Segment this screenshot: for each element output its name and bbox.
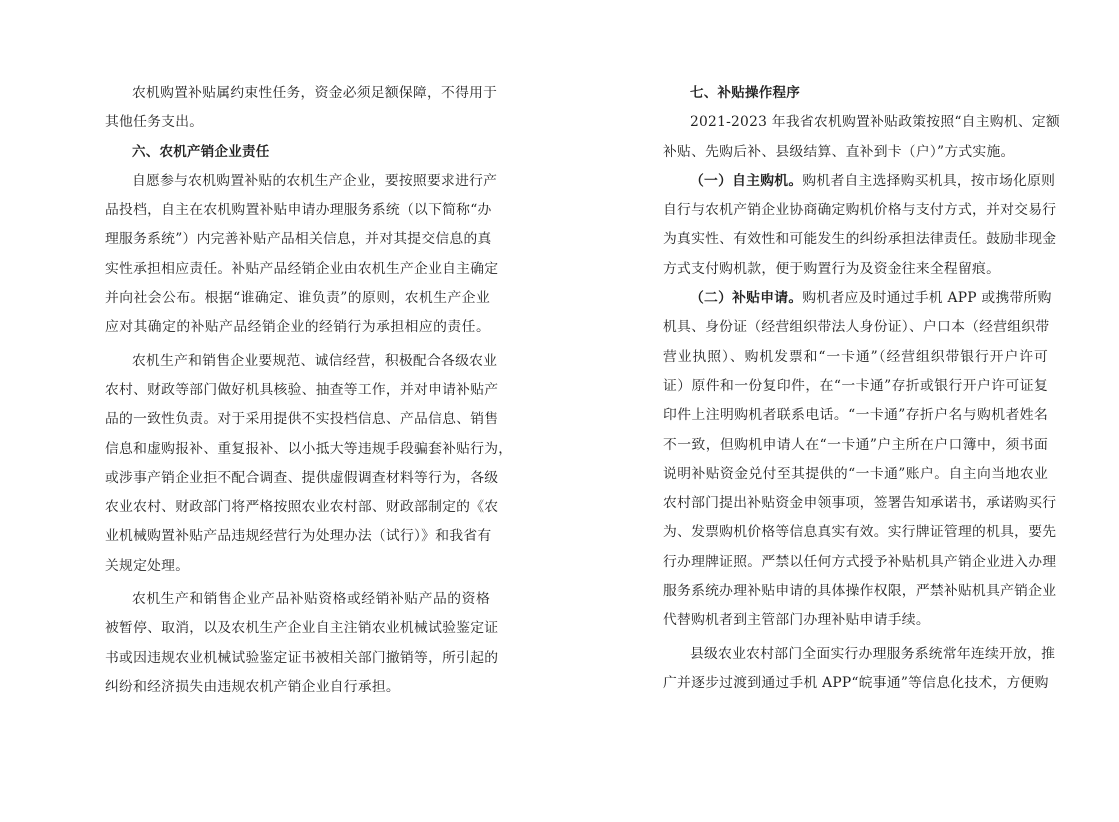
text-line: 补贴、先购后补、县级结算、直补到卡（户）”方式实施。: [663, 143, 1015, 160]
section-heading-6: 六、农机产销企业责任: [132, 143, 270, 160]
text-line: 书或因违规农业机械试验鉴定证书被相关部门撤销等，所引起的: [105, 649, 499, 666]
text-line: 印件上注明购机者联系电话。“一卡通”存折户名与购机者姓名: [663, 407, 1048, 424]
text-line: 证）原件和一份复印件，在“一卡通”存折或银行开户许可证复: [663, 377, 1048, 394]
text-line: 广并逐步过渡到通过手机 APP“皖事通”等信息化技术，方便购: [663, 674, 1049, 691]
text-line: 关规定处理。: [105, 557, 190, 574]
text-line: 说明补贴资金兑付至其提供的“一卡通”账户。自主向当地农业: [663, 465, 1048, 482]
text-line: 2021-2023 年我省农机购置补贴政策按照“自主购机、定额: [690, 114, 1061, 131]
text-line: 代替购机者到主管部门办理补贴申请手续。: [663, 612, 930, 629]
text-line: 农机生产和销售企业要规范、诚信经营，积极配合各级农业: [132, 352, 498, 369]
text-line: 纠纷和经济损失由违规农机产销企业自行承担。: [105, 678, 400, 695]
text-line: 品的一致性负责。对于采用提供不实投档信息、产品信息、销售: [105, 411, 499, 428]
item-1-label: （一）自主购机。: [690, 172, 803, 189]
text-line: 行办理牌证照。严禁以任何方式授予补贴机具产销企业进入办理: [663, 553, 1057, 570]
text-line: 或涉事产销企业拒不配合调查、提供虚假调查材料等行为，各级: [105, 469, 499, 486]
section-heading-7: 七、补贴操作程序: [690, 85, 800, 101]
text-line: 农村部门提出补贴资金申领事项，签署告知承诺书，承诺购买行: [663, 495, 1057, 512]
text-line: 自行与农机产销企业协商确定购机价格与支付方式，并对交易行: [663, 202, 1057, 219]
text-line: 理服务系统”）内完善补贴产品相关信息，并对其提交信息的真: [105, 231, 492, 248]
text-line: 农机生产和销售企业产品补贴资格或经销补贴产品的资格: [132, 591, 490, 608]
right-page-column: [663, 79, 1061, 698]
text-line: 业机械购置补贴产品违规经营行为处理办法（试行）》和我省有: [105, 528, 492, 545]
text-line: 信息和虚购报补、重复报补、以小抵大等违规手段骗套补贴行为，: [105, 440, 513, 457]
text-line: 为、发票购机价格等信息真实有效。实行牌证管理的机具，要先: [663, 524, 1057, 541]
item-1-first-line: [663, 167, 1056, 196]
item-2-text: 购机者应及时通过手机 APP 或携带所购: [802, 290, 1052, 307]
text-line: 县级农业农村部门全面实行办理服务系统常年连续开放，推: [690, 645, 1056, 662]
text-line: 不一致，但购机申请人在“一卡通”户主所在户口簿中，须书面: [663, 436, 1048, 453]
text-line: 为真实性、有效性和可能发生的纠纷承担法律责任。鼓励非现金: [663, 231, 1057, 248]
text-line: 应对其确定的补贴产品经销企业的经销行为承担相应的责任。: [105, 319, 490, 336]
item-2-label: （二）补贴申请。: [690, 290, 803, 307]
text-line: 实性承担相应责任。补贴产品经销企业由农机生产企业自主确定: [105, 260, 499, 277]
text-line: 品投档，自主在农机购置补贴申请办理服务系统（以下简称“办: [105, 202, 492, 219]
text-line: 方式支付购机款，便于购置行为及资金往来全程留痕。: [663, 260, 1001, 277]
item-2-first-line: [663, 284, 1052, 313]
text-line: 并向社会公布。根据“谁确定、谁负责”的原则，农机生产企业: [105, 290, 490, 307]
text-line: 农机购置补贴属约束性任务，资金必须足额保障，不得用于: [132, 85, 498, 101]
item-1-text: 购机者自主选择购买机具，按市场化原则: [802, 172, 1056, 189]
text-line: 被暂停、取消，以及农机生产企业自主注销农业机械试验鉴定证: [105, 620, 499, 637]
text-line: 农村、财政等部门做好机具核验、抽查等工作，并对申请补贴产: [105, 381, 499, 398]
text-line: 其他任务支出。: [105, 114, 204, 131]
left-page-column: [105, 79, 513, 702]
text-line: 自愿参与农机购置补贴的农机生产企业，要按照要求进行产: [132, 172, 498, 189]
text-line: 服务系统办理补贴申请的具体操作权限，严禁补贴机具产销企业: [663, 583, 1057, 600]
text-line: 机具、身份证（经营组织带法人身份证）、户口本（经营组织带: [663, 319, 1050, 336]
text-line: 农业农村、财政部门将严格按照农业农村部、财政部制定的《农: [105, 499, 499, 516]
text-line: 营业执照）、购机发票和“一卡通”（经营组织带银行开户许可: [663, 348, 1048, 365]
